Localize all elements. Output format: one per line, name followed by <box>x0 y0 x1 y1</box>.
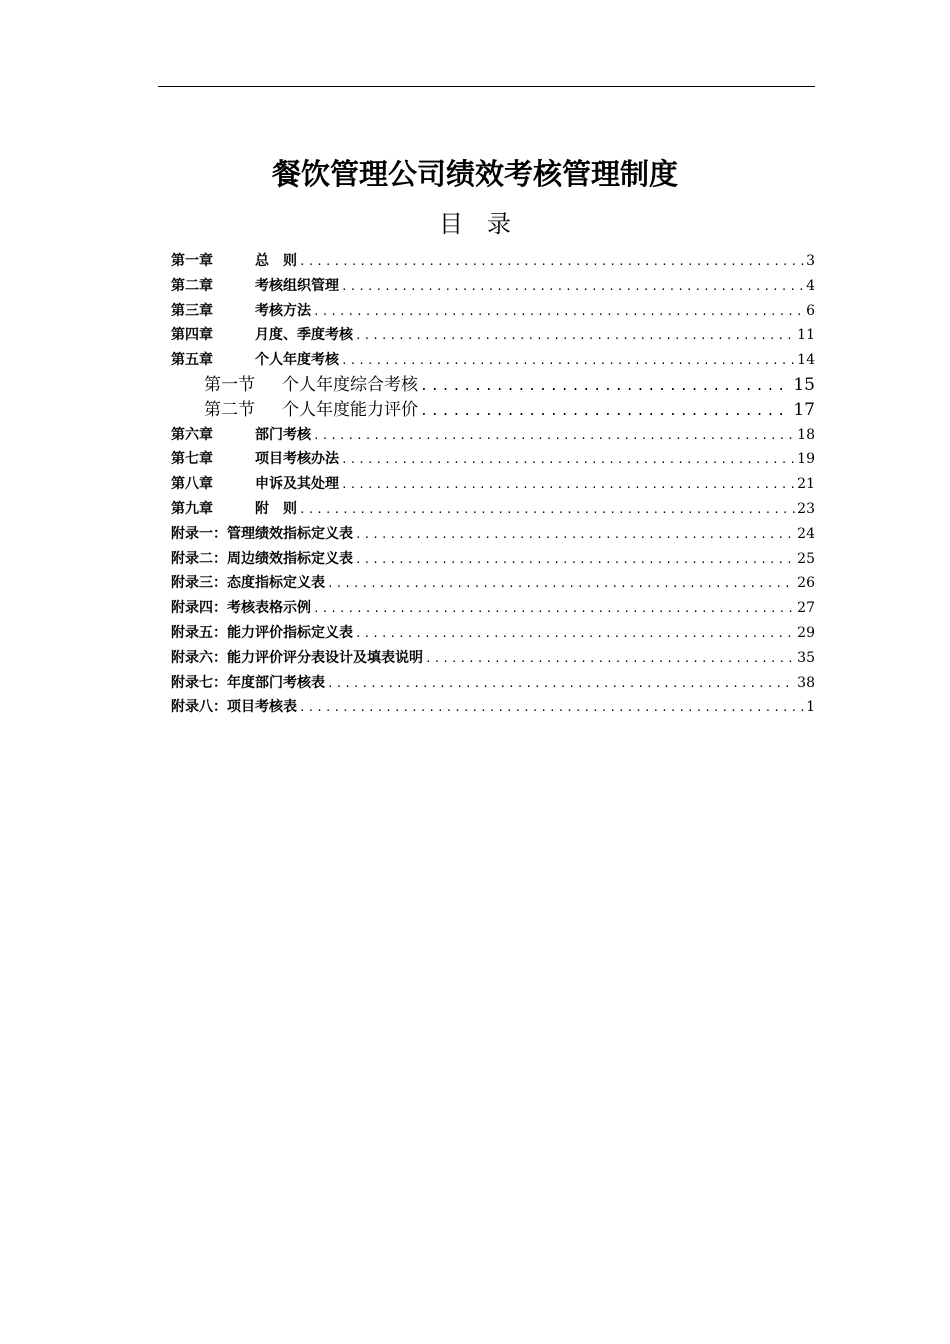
toc-dot-leader <box>355 548 795 573</box>
toc-entry-text: 个人年度能力评价 <box>282 399 418 420</box>
toc-entry-number: 第一章 <box>171 253 213 269</box>
toc-entry-text: 申诉及其处理 <box>255 476 339 493</box>
toc-entry[interactable] <box>171 274 815 299</box>
toc-entry[interactable] <box>171 671 815 696</box>
toc-entry-page: 6 <box>806 302 815 319</box>
toc-entry-label <box>171 348 339 373</box>
toc-entry[interactable] <box>171 646 815 671</box>
toc-entry[interactable] <box>171 472 815 497</box>
toc-entry[interactable] <box>171 348 815 373</box>
toc-entry-text: 附录一：管理绩效指标定义表 <box>171 525 353 542</box>
toc-entry-number: 第七章 <box>171 451 213 468</box>
toc-entry-text: 月度、季度考核 <box>255 327 353 344</box>
toc-dot-leader <box>299 250 804 275</box>
toc-entry-page: 1 <box>806 699 815 716</box>
toc-dot-leader <box>355 324 795 349</box>
toc-dot-leader <box>341 349 795 374</box>
toc-dot-leader <box>355 523 795 548</box>
toc-entry-text: 附录二：周边绩效指标定义表 <box>171 550 353 567</box>
toc-entry-label <box>171 671 325 696</box>
toc-entry-page: 24 <box>797 525 815 542</box>
toc-entry-page: 18 <box>797 426 815 443</box>
toc-entry[interactable] <box>171 596 815 621</box>
toc-entry-label <box>171 323 353 348</box>
toc-entry-page: 21 <box>797 476 815 493</box>
toc-entry-label <box>171 299 311 324</box>
toc-dot-leader <box>299 696 804 721</box>
toc-entry-number: 第一节 <box>204 374 255 395</box>
toc-dot-leader <box>313 597 795 622</box>
toc-entry[interactable] <box>171 621 815 646</box>
toc-entry-number: 第二节 <box>204 399 255 420</box>
toc-entry-label <box>171 596 311 621</box>
toc-entry[interactable] <box>171 497 815 522</box>
toc-dot-leader <box>341 448 795 473</box>
toc-entry-number: 第二章 <box>171 277 213 294</box>
toc-entry[interactable] <box>171 398 815 423</box>
toc-entry-label <box>171 274 339 299</box>
toc-entry[interactable] <box>171 373 815 398</box>
toc-entry-text: 附录四：考核表格示例 <box>171 600 311 617</box>
toc-entry[interactable] <box>171 323 815 348</box>
toc-entry-page: 11 <box>797 327 815 344</box>
toc-entry-text: 附录五：能力评价指标定义表 <box>171 624 353 641</box>
toc-entry-label <box>171 646 423 671</box>
toc-entry-page: 3 <box>806 253 815 269</box>
toc-entry-number: 第九章 <box>171 500 213 517</box>
toc-entry-text: 考核组织管理 <box>255 277 339 294</box>
toc-dot-leader <box>327 672 795 697</box>
toc-entry-page: 27 <box>797 600 815 617</box>
toc-entry[interactable] <box>171 695 815 720</box>
toc-entry-page: 17 <box>793 399 815 420</box>
toc-entry-text: 个人年度综合考核 <box>282 374 418 395</box>
toc-heading: 目 录 <box>439 210 511 238</box>
toc-dot-leader <box>341 473 795 498</box>
toc-entry-page: 29 <box>797 624 815 641</box>
toc-entry-text: 附录七：年度部门考核表 <box>171 674 325 691</box>
toc-entry-label <box>171 249 297 274</box>
toc-entry-page: 35 <box>797 649 815 666</box>
toc-dot-leader <box>327 572 795 597</box>
toc-entry[interactable] <box>171 522 815 547</box>
toc-entry-label <box>171 522 353 547</box>
header-rule <box>158 86 815 87</box>
toc-dot-leader <box>355 622 795 647</box>
toc-entry[interactable] <box>171 571 815 596</box>
toc-entry-label <box>171 695 297 720</box>
toc-entry-text: 附 则 <box>255 500 297 517</box>
toc-entry-page: 19 <box>797 451 815 468</box>
toc-entry-page: 15 <box>793 374 815 395</box>
toc-entry[interactable] <box>171 423 815 448</box>
toc-entry-page: 23 <box>797 500 815 517</box>
toc-entry-page: 38 <box>797 674 815 691</box>
toc-entry-text: 附录八：项目考核表 <box>171 699 297 716</box>
toc-entry-text: 总 则 <box>255 253 297 269</box>
toc-entry-text: 附录三：态度指标定义表 <box>171 575 325 592</box>
toc-entry-text: 部门考核 <box>255 426 311 443</box>
toc-dot-leader <box>341 275 804 300</box>
toc-entry-label <box>171 547 353 572</box>
toc-entry-label <box>171 472 339 497</box>
toc-entry-number: 第八章 <box>171 476 213 493</box>
toc-entry-text: 附录六：能力评价评分表设计及填表说明 <box>171 649 423 666</box>
toc-entry-text: 项目考核办法 <box>255 451 339 468</box>
toc-entry-label <box>171 447 339 472</box>
toc-entry-number: 第五章 <box>171 352 213 369</box>
toc-dot-leader <box>313 300 804 325</box>
toc-dot-leader <box>420 400 791 425</box>
toc-dot-leader <box>425 647 795 672</box>
toc-entry-label <box>171 423 311 448</box>
toc-entry-label <box>171 571 325 596</box>
toc-dot-leader <box>299 498 795 523</box>
toc-entry-label <box>204 398 418 423</box>
toc-entry-text: 考核方法 <box>255 302 311 319</box>
toc-entry-page: 25 <box>797 550 815 567</box>
table-of-contents <box>171 249 815 720</box>
toc-entry-label <box>204 373 418 398</box>
toc-entry-page: 14 <box>797 352 815 369</box>
toc-entry-page: 26 <box>797 575 815 592</box>
toc-entry[interactable] <box>171 547 815 572</box>
toc-entry-number: 第四章 <box>171 327 213 344</box>
toc-dot-leader <box>420 375 791 400</box>
toc-entry-text: 个人年度考核 <box>255 352 339 369</box>
document-title: 餐饮管理公司绩效考核管理制度 <box>271 157 678 191</box>
toc-entry-page: 4 <box>806 277 815 294</box>
toc-dot-leader <box>313 424 795 449</box>
toc-entry[interactable] <box>171 249 815 274</box>
toc-entry-label <box>171 621 353 646</box>
toc-entry-number: 第三章 <box>171 302 213 319</box>
toc-entry-label <box>171 497 297 522</box>
toc-entry[interactable] <box>171 299 815 324</box>
toc-entry[interactable] <box>171 447 815 472</box>
toc-entry-number: 第六章 <box>171 426 213 443</box>
